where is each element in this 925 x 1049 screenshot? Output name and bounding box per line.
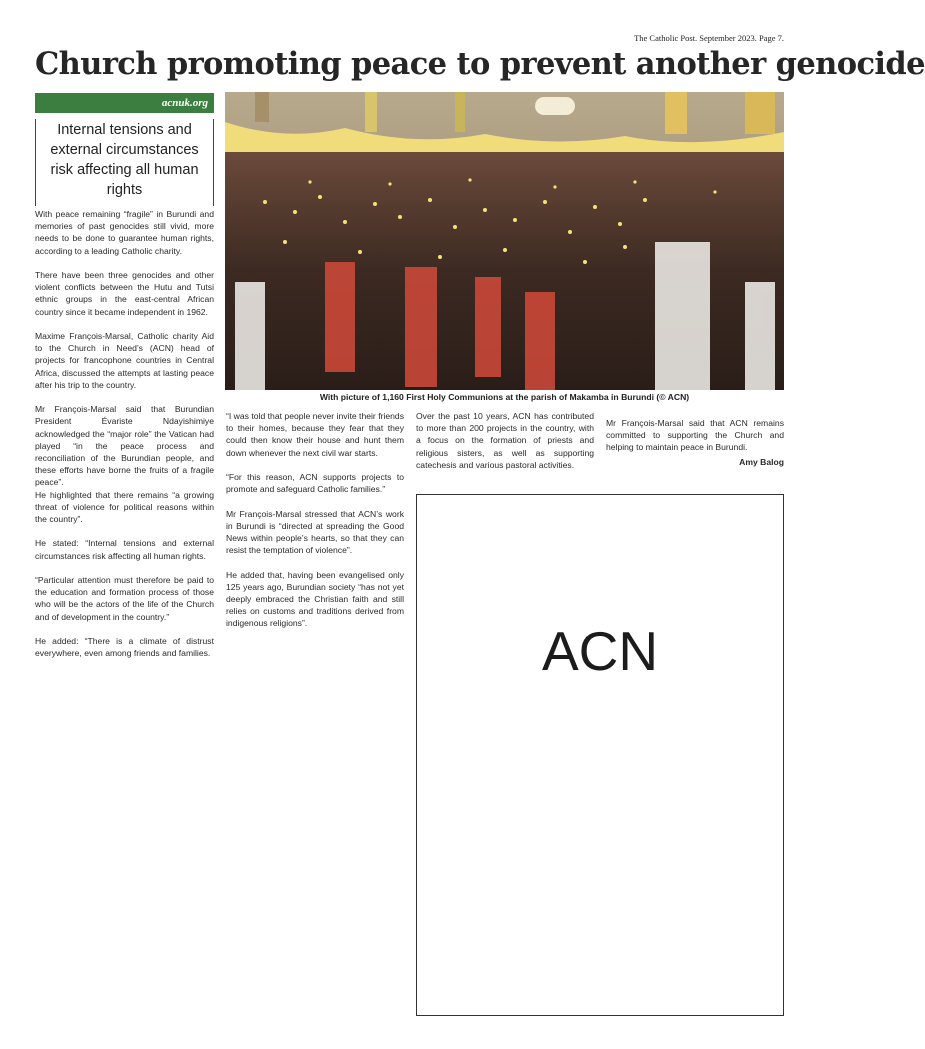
paragraph: Mr François-Marsal stressed that ACN’s work in Burundi is “directed at spreading the Good News within people’s hearts, so that they can resist the temptation of violence”. bbox=[226, 508, 404, 556]
article-column-2 bbox=[226, 410, 404, 642]
photo-caption: With picture of 1,160 First Holy Communions at the parish of Makamba in Burundi (© ACN) bbox=[319, 392, 690, 402]
paragraph: Mr François-Marsal said that Burundian President Évariste Ndayishimiye acknowledged the “major role” the Vatican had played “in the peace process and reconciliation of the Burundian people, and these efforts have borne the fruits of a fragile peace”. bbox=[35, 404, 214, 488]
article-column-3 bbox=[416, 410, 594, 483]
source-label: acnuk.org bbox=[35, 93, 214, 113]
headline: Church promoting peace to prevent another genocide bbox=[35, 46, 925, 82]
paragraph: He highlighted that there remains “a growing threat of violence for political reasons within the country”. bbox=[35, 489, 214, 525]
advertisement-box bbox=[416, 494, 784, 1016]
advertisement-text: ACN bbox=[541, 620, 659, 682]
paragraph: He added: “There is a climate of distrust everywhere, even among friends and families. bbox=[35, 636, 214, 659]
pull-quote: Internal tensions and external circumstances risk affecting all human rights bbox=[35, 119, 214, 206]
paragraph: “I was told that people never invite their friends to their homes, because they fear that they could then know their house and hunt them down whenever the next civil war starts. bbox=[226, 411, 404, 458]
running-head: The Catholic Post. September 2023. Page 7. bbox=[634, 33, 784, 43]
article-column-1 bbox=[35, 208, 214, 672]
paragraph: There have been three genocides and other violent conflicts between the Hutu and Tutsi ethnic groups in the east-central African country since it became independent in 1962. bbox=[35, 270, 214, 317]
paragraph: Mr François-Marsal said that ACN remains committed to supporting the Church and helping to maintain peace in Burundi. bbox=[606, 418, 784, 453]
paragraph: With peace remaining “fragile” in Burundi and memories of past genocides still vivid, more needs to be done to guarantee human rights, according to a leading Catholic charity. bbox=[35, 209, 214, 256]
article-column-4 bbox=[606, 417, 784, 468]
paragraph: He stated: “Internal tensions and external circumstances risk affecting all human rights. bbox=[35, 538, 214, 561]
paragraph: “For this reason, ACN supports projects to promote and safeguard Catholic families.” bbox=[226, 472, 404, 495]
photo-illustration bbox=[225, 92, 784, 390]
paragraph: Over the past 10 years, ACN has contributed to more than 200 projects in the country, with a focus on the formation of priests and religious sisters, as well as supporting catechesis and various pastoral activities. bbox=[416, 411, 594, 470]
crowd-with-candles-photo bbox=[225, 92, 784, 390]
byline: Amy Balog bbox=[739, 456, 784, 467]
paragraph: He added that, having been evangelised only 125 years ago, Burundian society “has not yet deeply embraced the Christian faith and still relies on customs and traditions derived from indigenous religions”. bbox=[226, 569, 404, 629]
paragraph: “Particular attention must therefore be paid to the education and formation process of those who will be the actors of the life of the Church and of development in the country.” bbox=[35, 575, 214, 622]
paragraph: Maxime François-Marsal, Catholic charity Aid to the Church in Need’s (ACN) head of projects for francophone countries in Central Africa, discussed the attempts at lasting peace after his trip to the country. bbox=[35, 331, 214, 390]
